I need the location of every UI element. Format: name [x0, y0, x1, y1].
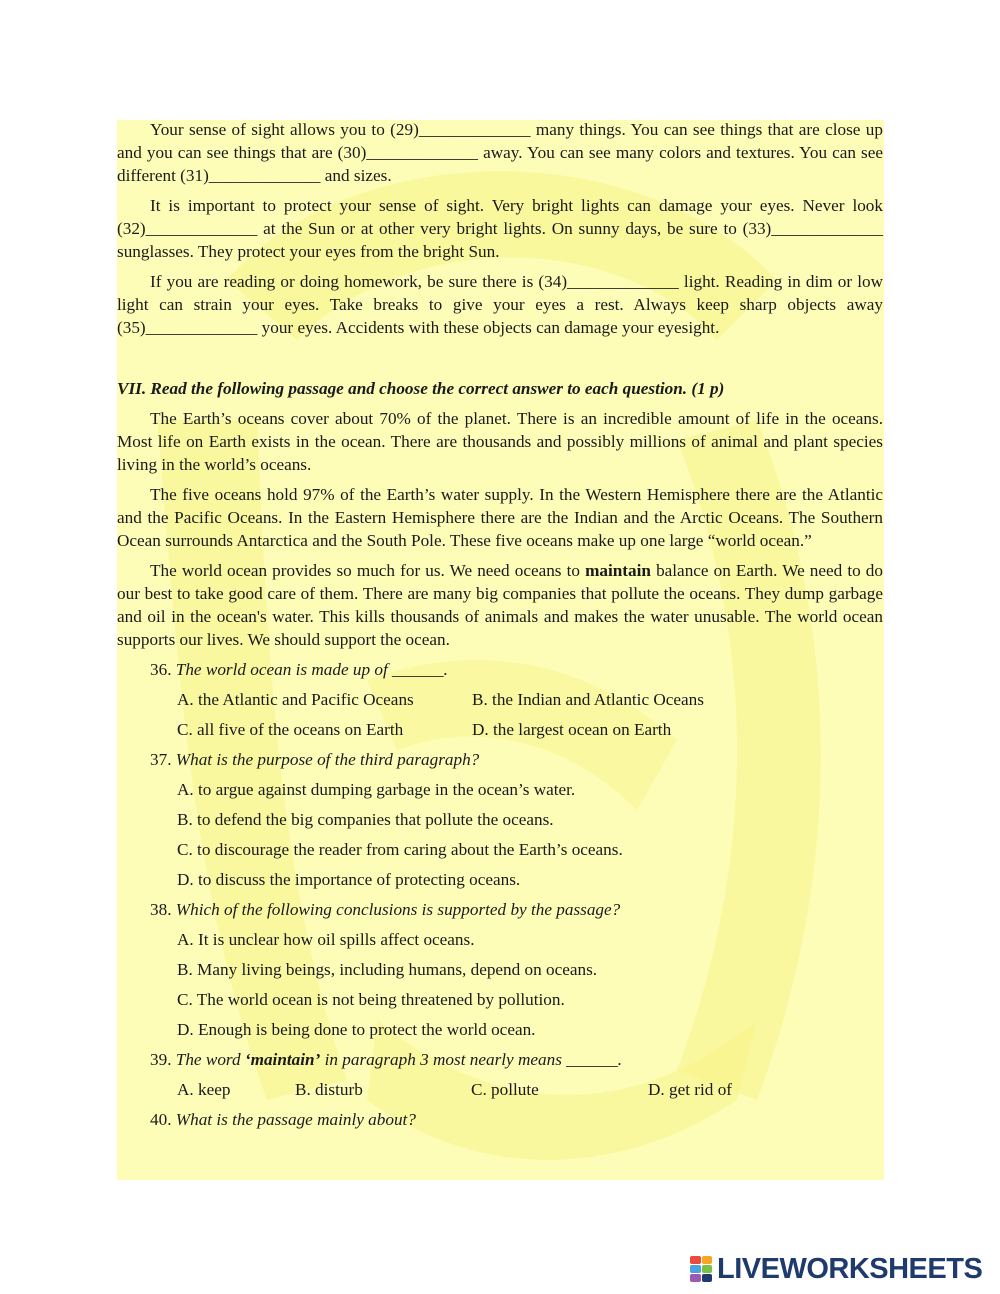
q38-option-c[interactable]: C. The world ocean is not being threatened by pollution. [177, 990, 565, 1009]
reading-paragraph-3: The world ocean provides so much for us. We need oceans to maintain balance on Earth. We need to do our best to take good care of them. There are many big companies that pollute the oceans. They dump garbage and oil in the ocean's water. This kills thousands of animals and makes the water unusable. The world ocean supports our lives. We should support the ocean. [117, 561, 883, 649]
worksheet-content [117, 118, 883, 1138]
section-title: VII. Read the following passage and choose the correct answer to each question. (1 p) [117, 379, 725, 398]
question-37: 37. What is the purpose of the third paragraph? [150, 750, 480, 769]
cloze-paragraph-1: Your sense of sight allows you to (29)_____________ many things. You can see things that are close up and you can see things that are (30)_____________ away. You can see many colors and textures. You can see different (31)_____________ and sizes. [117, 120, 883, 185]
keyword-maintain: maintain [585, 561, 651, 580]
q37-option-a[interactable]: A. to argue against dumping garbage in the ocean’s water. [177, 780, 576, 799]
q36-option-a[interactable]: A. the Atlantic and Pacific Oceans [177, 690, 414, 709]
q39-option-b[interactable]: B. disturb [295, 1080, 363, 1099]
reading-paragraph-2: The five oceans hold 97% of the Earth’s water supply. In the Western Hemisphere there are the Atlantic and the Pacific Oceans. In the Eastern Hemisphere there are the Indian and the Arctic Oceans. The Southern Ocean surrounds Antarctica and the South Pole. These five oceans make up one large “world ocean.” [117, 485, 883, 550]
liveworksheets-logo[interactable] [690, 1252, 982, 1286]
q39-option-d[interactable]: D. get rid of [648, 1080, 733, 1099]
q39-option-a[interactable]: A. keep [177, 1080, 231, 1099]
reading-paragraph-1: The Earth’s oceans cover about 70% of the planet. There is an incredible amount of life in the oceans. Most life on Earth exists in the ocean. There are thousands and possibly millions of animal and plant species living in the world’s oceans. [117, 409, 883, 474]
q36-options-row-2 [177, 718, 883, 741]
question-38: 38. Which of the following conclusions is supported by the passage? [150, 900, 621, 919]
q36-option-b[interactable]: B. the Indian and Atlantic Oceans [472, 690, 704, 709]
q37-option-d[interactable]: D. to discuss the importance of protecting oceans. [177, 870, 521, 889]
cloze-paragraph-3: If you are reading or doing homework, be sure there is (34)_____________ light. Reading in dim or low light can strain your eyes. Take breaks to give your eyes a rest. Always keep sharp objects away (35)_____________ your eyes. Accidents with these objects can damage your eyesight. [117, 272, 883, 337]
q38-option-b[interactable]: B. Many living beings, including humans, depend on oceans. [177, 960, 598, 979]
question-40: 40. What is the passage mainly about? [150, 1110, 416, 1129]
q38-option-d[interactable]: D. Enough is being done to protect the world ocean. [177, 1020, 536, 1039]
q37-option-b[interactable]: B. to defend the big companies that pollute the oceans. [177, 810, 554, 829]
cloze-paragraph-2: It is important to protect your sense of sight. Very bright lights can damage your eyes. Never look (32)_____________ at the Sun or at other very bright lights. On sunny days, be sure to (33)_____________ sunglasses. They protect your eyes from the bright Sun. [117, 196, 883, 261]
q38-option-a[interactable]: A. It is unclear how oil spills affect oceans. [177, 930, 475, 949]
q36-option-c[interactable]: C. all five of the oceans on Earth [177, 720, 404, 739]
question-39: 39. The word ‘maintain’ in paragraph 3 most nearly means ______. [150, 1050, 623, 1069]
q36-option-d[interactable]: D. the largest ocean on Earth [472, 720, 672, 739]
logo-text: LIVEWORKSHEETS [717, 1252, 983, 1285]
question-36: 36. The world ocean is made up of ______. [150, 660, 448, 679]
liveworksheets-logo-icon [690, 1256, 712, 1282]
q39-options [177, 1078, 883, 1101]
q36-options-row-1 [177, 688, 883, 711]
q37-option-c[interactable]: C. to discourage the reader from caring about the Earth’s oceans. [177, 840, 623, 859]
q39-option-c[interactable]: C. pollute [471, 1080, 539, 1099]
